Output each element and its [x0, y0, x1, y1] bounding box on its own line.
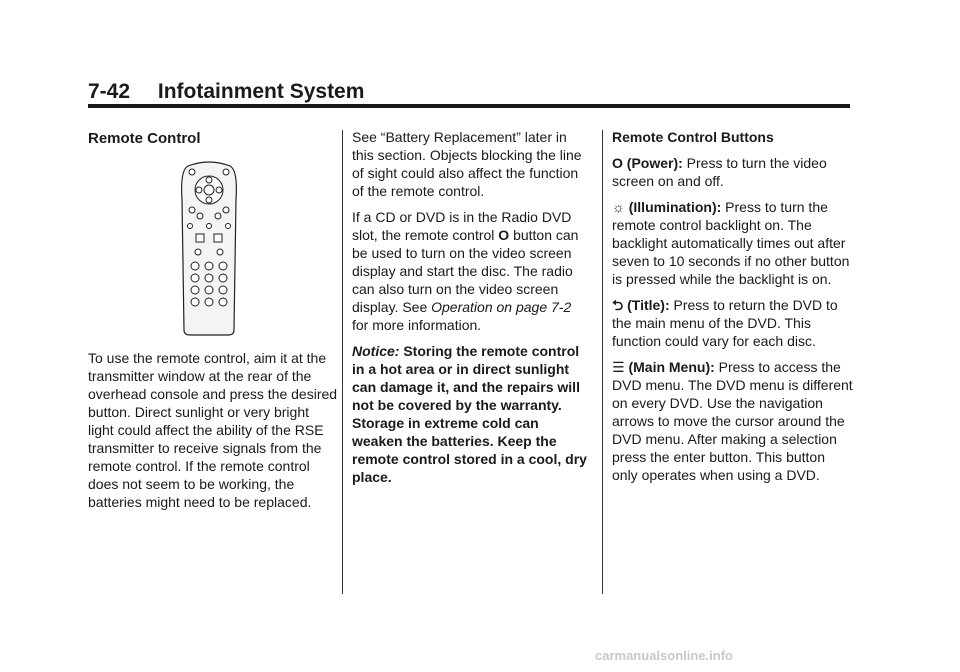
- power-icon: O: [612, 155, 623, 171]
- notice-label: Notice:: [352, 343, 400, 359]
- remote-control-illustration: [178, 160, 240, 336]
- illumination-item: ☼ (Illumination): Press to turn the remote control backlight on. The backlight automatically times out after seven to 10 seconds if no other button is pressed while the backlight is on.: [612, 199, 850, 287]
- page-number: 7-42: [88, 80, 131, 103]
- power-icon: O: [498, 227, 510, 243]
- illumination-icon: ☼: [612, 199, 625, 215]
- column-divider-1: [342, 130, 343, 594]
- column-1: [88, 130, 336, 148]
- watermark: carmanualsonline.info: [595, 648, 733, 663]
- buttons-title: Remote Control Buttons: [612, 129, 774, 145]
- title-icon: ⮌: [612, 297, 624, 313]
- title-item: ⮌ (Title): Press to return the DVD to the main menu of the DVD. This function could vary for each disc.: [612, 297, 838, 349]
- main-menu-item: ☰ (Main Menu): Press to access the DVD menu. The DVD menu is different on every DVD. Use the navigation arrows to move the cursor around the DVD menu. After making a selection press the enter button. This button only operates when using a DVD.: [612, 359, 853, 483]
- column-divider-2: [602, 130, 603, 594]
- chapter-title: Infotainment System: [157, 80, 365, 103]
- header-rule: [88, 104, 850, 108]
- main-menu-icon: ☰: [612, 359, 625, 375]
- battery-paragraph: See “Battery Replacement” later in this section. Objects blocking the line of sight could also affect the function of the remote control.: [352, 129, 582, 199]
- power-item: O (Power): Press to turn the video screen on and off.: [612, 155, 827, 189]
- page-header: [88, 80, 364, 104]
- cd-dvd-paragraph: If a CD or DVD is in the Radio DVD slot, the remote control O button can be used to turn on the video screen display and start the disc. The radio can also turn on the video screen display. See Operation on page 7-2 for more information.: [352, 209, 579, 333]
- remote-intro-paragraph: To use the remote control, aim it at the transmitter window at the rear of the overhead console and press the desired button. Direct sunlight or very bright light could affect the ability of the RSE transmitter to receive signals from the remote control. If the remote control does not seem to be working, the batteries might need to be replaced.: [88, 350, 338, 510]
- column-2: [352, 128, 590, 494]
- section-title: Remote Control: [88, 130, 201, 147]
- column-3: [612, 128, 854, 492]
- operation-link[interactable]: Operation on page 7-2: [431, 299, 572, 315]
- notice-paragraph: [352, 342, 590, 486]
- notice-text: Storing the remote control in a hot area or in direct sunlight can damage it, and the repairs will not be covered by the warranty. Storage in extreme cold can weaken the batteries. Keep the remote control stored in a cool, dry place.: [352, 343, 587, 485]
